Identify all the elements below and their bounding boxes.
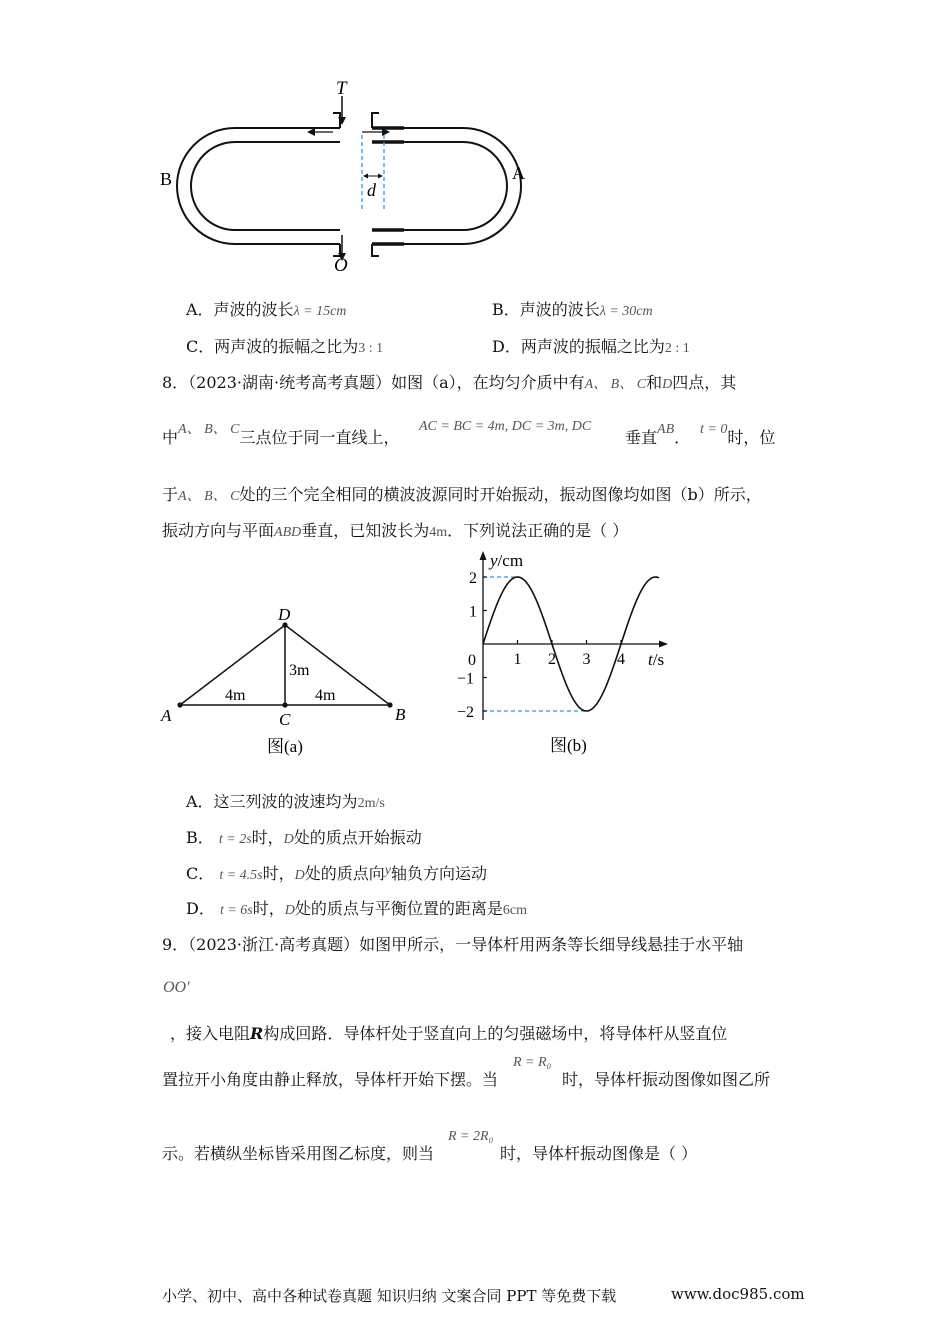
- q9-line-4: 置拉开小角度由静止释放，导体杆开始下摆。当: [162, 1070, 499, 1089]
- q7-option-d[interactable]: D．两声波的振幅之比为2 : 1: [492, 337, 690, 356]
- q8-option-a[interactable]: A．这三列波的波速均为2m/s: [186, 792, 385, 811]
- q8-line-4: 振动方向与平面ABD垂直，已知波长为4m．下列说法正确的是（ ）: [162, 521, 629, 540]
- point-B: [387, 702, 392, 707]
- x-tick-label: 4: [617, 651, 625, 668]
- caption-b: 图(b): [550, 736, 587, 755]
- x-axis-label: t/s: [648, 650, 665, 669]
- point-C: [282, 702, 287, 707]
- figure-b-chart: [440, 545, 690, 760]
- q8-option-d[interactable]: D． t = 6s时，D处的质点与平衡位置的距离是6cm: [186, 899, 527, 918]
- q8-option-c[interactable]: C． t = 4.5s时，D处的质点向y轴负方向运动: [186, 863, 488, 883]
- label-O: O: [334, 255, 348, 275]
- tube-figure: [150, 75, 550, 275]
- q9-axis-label: OO′: [163, 979, 190, 996]
- q9-line-5-tail: 时，导体杆振动图像是（ ）: [500, 1144, 698, 1163]
- label-B: B: [395, 705, 406, 724]
- q8-line-3: 于A、 B、 C处的三个完全相同的横波波源同时开始振动，振动图像均如图（b）所示，: [162, 485, 762, 504]
- q8-line-1: 8．（2023·湖南·统考高考真题）如图（a），在均匀介质中有A、 B、 C和D四点，其: [162, 373, 737, 392]
- q7-option-b[interactable]: B．声波的波长λ = 30cm: [492, 300, 653, 319]
- origin-label: 0: [468, 652, 476, 669]
- arrow-left-icon: [307, 128, 315, 136]
- q9-line-1: 9．（2023·浙江·高考真题）如图甲所示，一导体杆用两条等长细导线悬挂于水平轴: [162, 935, 744, 954]
- y-tick-label: 1: [469, 603, 477, 621]
- tube-inner-wall: [191, 142, 507, 230]
- q7-option-a[interactable]: A．声波的波长λ = 15cm: [186, 300, 347, 319]
- q9-line-3: ，接入电阻R构成回路．导体杆处于竖直向上的匀强磁场中，将导体杆从竖直位: [170, 1024, 728, 1043]
- x-tick-label: 1: [513, 651, 522, 668]
- label-DC: 3m: [289, 662, 310, 679]
- x-tick-label: 2: [548, 651, 556, 668]
- y-tick-label: −1: [457, 670, 475, 688]
- label-A: A: [512, 163, 525, 183]
- y-tick-label: 2: [469, 570, 477, 587]
- x-axis-arrow-icon: [659, 641, 668, 648]
- q9-line-4-tail: 时，导体杆振动图像如图乙所: [562, 1070, 771, 1089]
- x-tick-label: 3: [582, 651, 591, 668]
- q8-line-2-tail: 垂直AB．: [625, 422, 691, 447]
- q8-option-b[interactable]: B． t = 2s时，D处的质点开始振动: [186, 828, 422, 847]
- label-B: B: [160, 169, 173, 189]
- point-A: [177, 702, 182, 707]
- label-T: T: [336, 78, 347, 99]
- label-D: D: [278, 605, 291, 624]
- q8-line-2-math: AC = BC = 4m, DC = 3m, DC: [419, 419, 592, 434]
- y-axis-label: y/cm: [490, 551, 524, 570]
- label-C: C: [279, 710, 291, 729]
- y-axis-arrow-icon: [480, 551, 487, 560]
- arrow-right-icon: [378, 174, 383, 179]
- figure-a-triangle: [155, 600, 435, 765]
- tube-outer-wall: [177, 128, 521, 244]
- q9-line-4-math: R = R₀: [513, 1055, 552, 1070]
- q7-option-c[interactable]: C．两声波的振幅之比为3 : 1: [186, 337, 384, 356]
- label-d: d: [367, 180, 376, 200]
- y-tick-label: −2: [457, 704, 475, 721]
- arrow-left-icon: [363, 174, 368, 179]
- q9-line-5-math: R = 2R₀: [448, 1129, 494, 1144]
- q8-line-2-end: t = 0时，位: [700, 422, 776, 447]
- q8-line-2: 中A、 B、 C三点位于同一直线上，: [162, 422, 400, 447]
- label-AC: 4m: [225, 687, 246, 704]
- label-A: A: [161, 706, 172, 725]
- footer-url[interactable]: www.doc985.com: [671, 1285, 805, 1303]
- footer-text: 小学、初中、高中各种试卷真题 知识归纳 文案合同 PPT 等免费下载: [162, 1287, 617, 1305]
- q9-line-5: 示。若横纵坐标皆采用图乙标度，则当: [162, 1144, 435, 1163]
- caption-a: 图(a): [267, 737, 303, 756]
- label-CB: 4m: [315, 687, 336, 704]
